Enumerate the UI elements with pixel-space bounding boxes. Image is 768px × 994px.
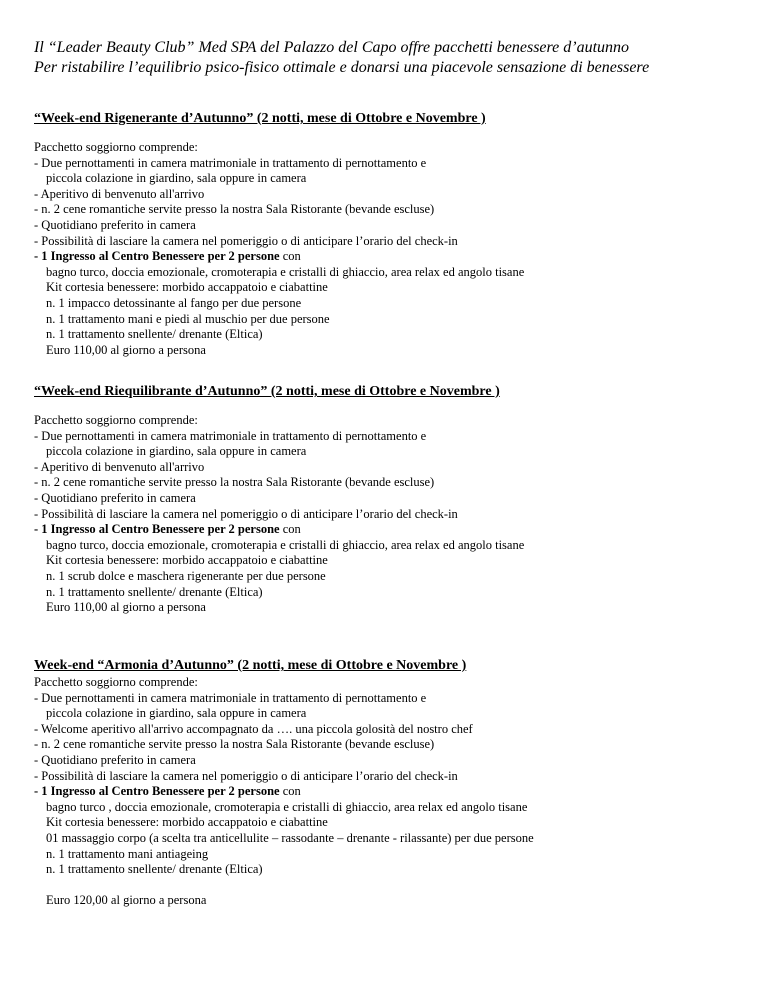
package-item: - Aperitivo di benvenuto all'arrivo [34, 459, 205, 474]
package-item-detail: n. 1 trattamento snellente/ drenante (Eltica) [46, 584, 263, 599]
package-item: - Aperitivo di benvenuto all'arrivo [34, 186, 205, 201]
package-item-detail: bagno turco, doccia emozionale, cromoterapia e cristalli di ghiaccio, area relax ed angolo tisane [46, 537, 525, 552]
package-intro: Pacchetto soggiorno comprende: [34, 675, 198, 689]
spa-access-bold: - 1 Ingresso al Centro Benessere per 2 persone [34, 522, 280, 537]
package-item: - n. 2 cene romantiche servite presso la nostra Sala Ristorante (bevande escluse) [34, 202, 435, 217]
package-item-detail: n. 1 scrub dolce e maschera rigenerante per due persone [46, 568, 326, 583]
package-item: - Quotidiano preferito in camera [34, 217, 196, 232]
package-intro: Pacchetto soggiorno comprende: [34, 413, 198, 427]
package-item: - Welcome aperitivo all'arrivo accompagnato da …. una piccola golosità del nostro chef [34, 721, 473, 736]
package-item-detail: n. 1 trattamento mani antiageing [46, 846, 209, 861]
package-price: Euro 110,00 al giorno a persona [46, 342, 206, 357]
spa-access-suffix: con [279, 784, 301, 799]
package-item-detail: Kit cortesia benessere: morbido accappatoio e ciabattine [46, 815, 328, 830]
package-item-detail: 01 massaggio corpo (a scelta tra anticellulite – rassodante – drenante - rilassante) per due persone [46, 830, 534, 845]
package-item-spa-access [34, 522, 524, 538]
spa-access-suffix: con [279, 249, 301, 264]
intro-block [34, 38, 649, 78]
package-intro: Pacchetto soggiorno comprende: [34, 140, 198, 154]
package-item-detail: bagno turco, doccia emozionale, cromoterapia e cristalli di ghiaccio, area relax ed angolo tisane [46, 264, 525, 279]
package-item: - n. 2 cene romantiche servite presso la nostra Sala Ristorante (bevande escluse) [34, 475, 435, 490]
package-item-spa-access [34, 784, 534, 800]
package-item: - Quotidiano preferito in camera [34, 490, 196, 505]
package-item-spa-access [34, 249, 524, 265]
package-item-detail: bagno turco , doccia emozionale, cromoterapia e cristalli di ghiaccio, area relax ed angolo tisane [46, 799, 528, 814]
intro-line-2: Per ristabilire l’equilibrio psico-fisico ottimale e donarsi una piacevole sensazione di benessere [34, 59, 650, 76]
package-item: - n. 2 cene romantiche servite presso la nostra Sala Ristorante (bevande escluse) [34, 737, 435, 752]
package-title: “Week-end Riequilibrante d’Autunno” (2 notti, mese di Ottobre e Novembre ) [34, 384, 500, 399]
spa-access-suffix: con [279, 522, 301, 537]
package-item-detail: Kit cortesia benessere: morbido accappatoio e ciabattine [46, 280, 328, 295]
package-item-detail: Kit cortesia benessere: morbido accappatoio e ciabattine [46, 553, 328, 568]
package-item-detail: n. 1 trattamento snellente/ drenante (Eltica) [46, 327, 263, 342]
package-item: - Quotidiano preferito in camera [34, 752, 196, 767]
package-item-detail: piccola colazione in giardino, sala oppure in camera [46, 444, 307, 459]
package-price: Euro 120,00 al giorno a persona [46, 893, 207, 908]
package-title: Week-end “Armonia d’Autunno” (2 notti, mese di Ottobre e Novembre ) [34, 658, 467, 673]
intro-line-1: Il “Leader Beauty Club” Med SPA del Palazzo del Capo offre pacchetti benessere d’autunno [34, 39, 630, 56]
package-item-detail: n. 1 trattamento snellente/ drenante (Eltica) [46, 862, 263, 877]
package-item: - Due pernottamenti in camera matrimoniale in trattamento di pernottamento e [34, 690, 427, 705]
spa-access-bold: - 1 Ingresso al Centro Benessere per 2 persone [34, 249, 280, 264]
package-item: - Possibilità di lasciare la camera nel pomeriggio o di anticipare l’orario del check-in [34, 506, 458, 521]
package-item: - Due pernottamenti in camera matrimoniale in trattamento di pernottamento e [34, 155, 427, 170]
package-item-detail: n. 1 trattamento mani e piedi al muschio per due persone [46, 311, 330, 326]
package-item: - Due pernottamenti in camera matrimoniale in trattamento di pernottamento e [34, 428, 427, 443]
package-rigenerante [34, 110, 524, 358]
package-item: - Possibilità di lasciare la camera nel pomeriggio o di anticipare l’orario del check-in [34, 768, 458, 783]
package-item-detail: piccola colazione in giardino, sala oppure in camera [46, 706, 307, 721]
package-armonia [34, 657, 534, 909]
package-price: Euro 110,00 al giorno a persona [46, 600, 206, 615]
package-item-detail: n. 1 impacco detossinante al fango per due persone [46, 295, 302, 310]
package-item-detail: piccola colazione in giardino, sala oppure in camera [46, 171, 307, 186]
package-item: - Possibilità di lasciare la camera nel pomeriggio o di anticipare l’orario del check-in [34, 233, 458, 248]
package-riequilibrante [34, 383, 524, 616]
package-title: “Week-end Rigenerante d’Autunno” (2 notti, mese di Ottobre e Novembre ) [34, 111, 486, 126]
spa-access-bold: - 1 Ingresso al Centro Benessere per 2 persone [34, 784, 280, 799]
